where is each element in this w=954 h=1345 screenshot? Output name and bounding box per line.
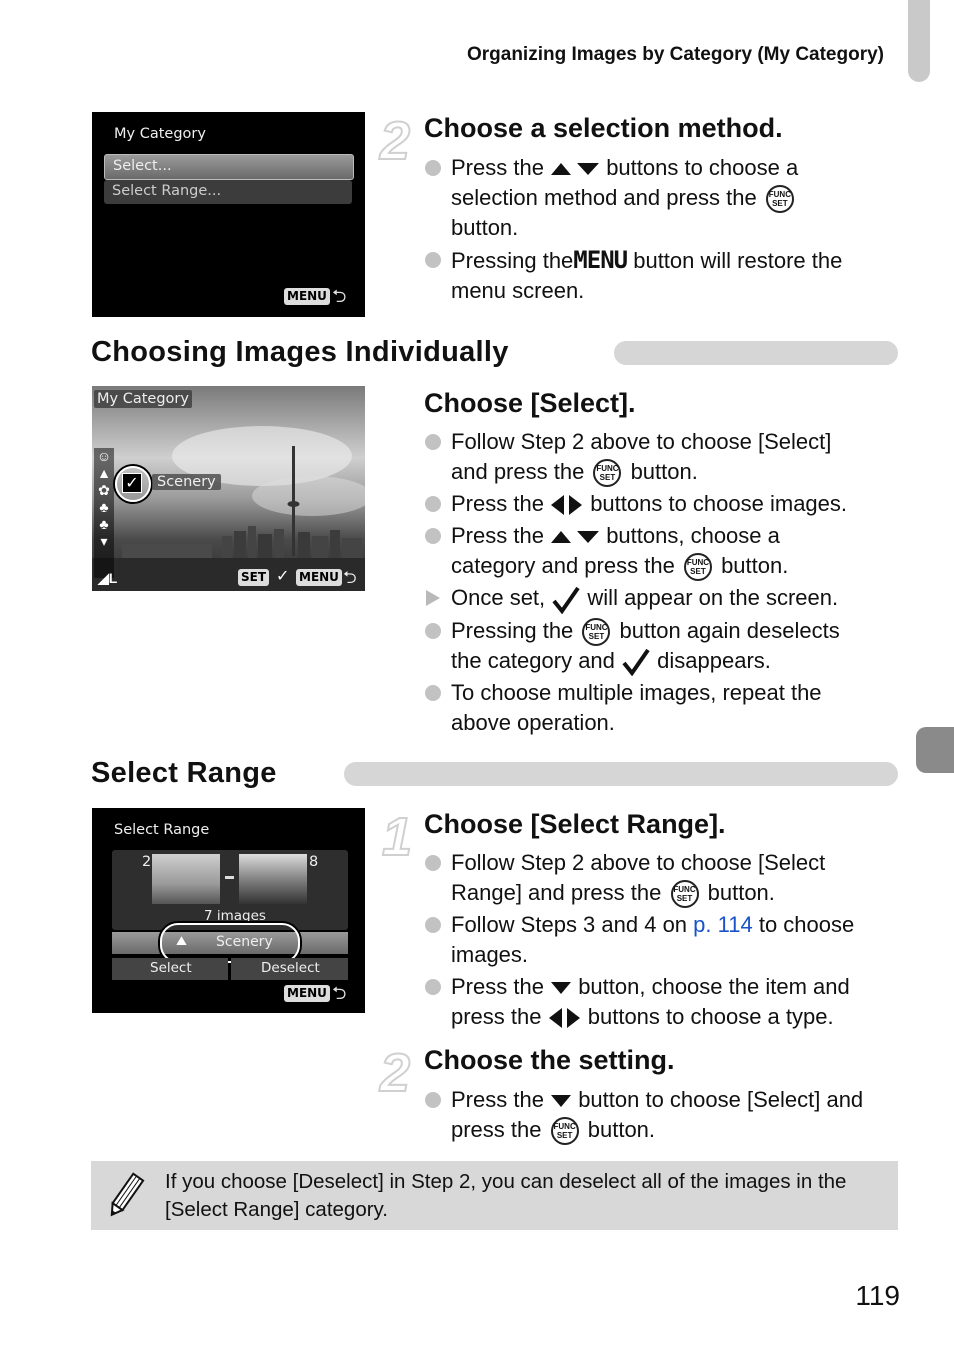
up-down-arrow-icon [550,529,600,545]
bullet-item: Press the button to choose [Select] and press the FUNC SET button. [424,1085,904,1145]
chapter-tab-side [916,727,954,773]
bullet-list [424,1085,904,1147]
func-set-icon: FUNC SET [582,618,610,646]
step-number: 2 [380,111,411,171]
bullet-item: Follow Steps 3 and 4 on p. 114 to choose images. [424,910,904,970]
step-title: Choose the setting. [424,1045,675,1075]
range-from-thumbnail [152,854,220,904]
checkmark-icon [621,648,651,676]
bullet-list [424,153,904,308]
screen-title: My Category [94,390,192,408]
return-arrow-icon: ⮌ [332,983,347,1003]
range-dash [225,876,234,879]
pencil-icon [105,1171,145,1221]
up-down-arrow-icon [550,161,600,177]
menu-button-chip: MENU [284,288,330,305]
note-box [91,1161,898,1230]
scenery-icon: ⛰ [176,933,187,948]
menu-button-chip: MENU [284,985,330,1002]
step-title: Choose [Select Range]. [424,809,726,839]
bullet-item: Press the buttons to choose a selection method and press the FUNC SET button. [424,153,904,243]
menu-button-chip: MENU [296,569,342,586]
category-label: Scenery [216,934,273,950]
menu-row-select: Select... [104,154,354,180]
range-to-number: 8 [309,854,319,870]
section-heading: Select Range [91,757,277,789]
bullet-item: Follow Step 2 above to choose [Select Range] and press the FUNC SET button. [424,848,904,908]
func-set-icon: FUNC SET [593,459,621,487]
bullet-item: Pressing the FUNC SET button again deselects the category and disappears. [424,616,904,676]
scenery-icon: ▲ [97,465,111,481]
category-label: Scenery [152,474,221,490]
range-from-number: 2 [142,854,152,870]
club-icon: ♣ [99,499,109,515]
result-item: Once set, will appear on the screen. [424,583,904,613]
bullet-item: Follow Step 2 above to choose [Select] and press the FUNC SET button. [424,427,904,487]
down-arrow-icon: ▾ [100,533,108,549]
flower-icon: ✿ [98,482,110,498]
select-option: Select [112,958,228,980]
set-button-chip: SET [238,569,269,586]
step-title: Choose a selection method. [424,113,783,143]
bullet-item: Press the buttons, choose a category and press the FUNC SET button. [424,521,904,581]
range-to-thumbnail [239,854,307,904]
note-text: If you choose [Deselect] in Step 2, you can deselect all of the images in the [Select Range] category. [165,1170,847,1221]
step-number: 2 [380,1043,411,1103]
selected-check-circle: ✓ [115,466,151,502]
menu-button-icon: MENU [573,246,628,275]
section-bar [344,762,898,786]
func-set-icon: FUNC SET [671,880,699,908]
check-icon: ✓ [276,568,290,585]
func-set-icon: FUNC SET [684,553,712,581]
return-arrow-icon: ⮌ [343,568,357,587]
deselect-option: Deselect [231,958,348,980]
bullet-list [424,427,904,740]
people-icon: ☺ [96,448,112,464]
left-right-arrow-icon [548,1007,582,1029]
menu-row-select-range: Select Range... [104,180,352,204]
section-bar [614,341,898,365]
chapter-tab-top [908,0,930,82]
func-set-icon: FUNC SET [766,185,794,213]
protect-icon: ◢L [98,570,118,586]
range-count: 7 images [204,908,266,924]
checkmark-icon [551,586,581,614]
screen-title: Select Range [114,822,210,838]
down-arrow-icon [550,980,572,996]
page-number: 119 [855,1280,900,1311]
camera-screen-select [92,386,365,591]
down-arrow-icon [550,1093,572,1109]
page-link[interactable]: p. 114 [693,912,753,938]
bullet-item: Press the button, choose the item and press the buttons to choose a type. [424,972,904,1032]
bullet-item: Press the buttons to choose images. [424,489,904,519]
step-number: 1 [382,807,413,867]
return-arrow-icon: ⮌ [332,286,347,306]
screen-title: My Category [114,126,206,142]
bullet-list [424,848,904,1034]
bullet-item: To choose multiple images, repeat the above operation. [424,678,904,738]
section-heading: Choosing Images Individually [91,336,509,368]
step-title: Choose [Select]. [424,388,636,418]
category-icon-column [94,448,114,578]
spade-icon: ♣ [99,516,109,532]
camera-screen-selection-method [92,112,365,317]
func-set-icon: FUNC SET [551,1117,579,1145]
running-header: Organizing Images by Category (My Category) [466,44,884,65]
bullet-item: Pressing theMENU button will restore the menu screen. [424,245,904,306]
camera-screen-select-range [92,808,365,1013]
left-right-arrow-icon [550,494,584,516]
